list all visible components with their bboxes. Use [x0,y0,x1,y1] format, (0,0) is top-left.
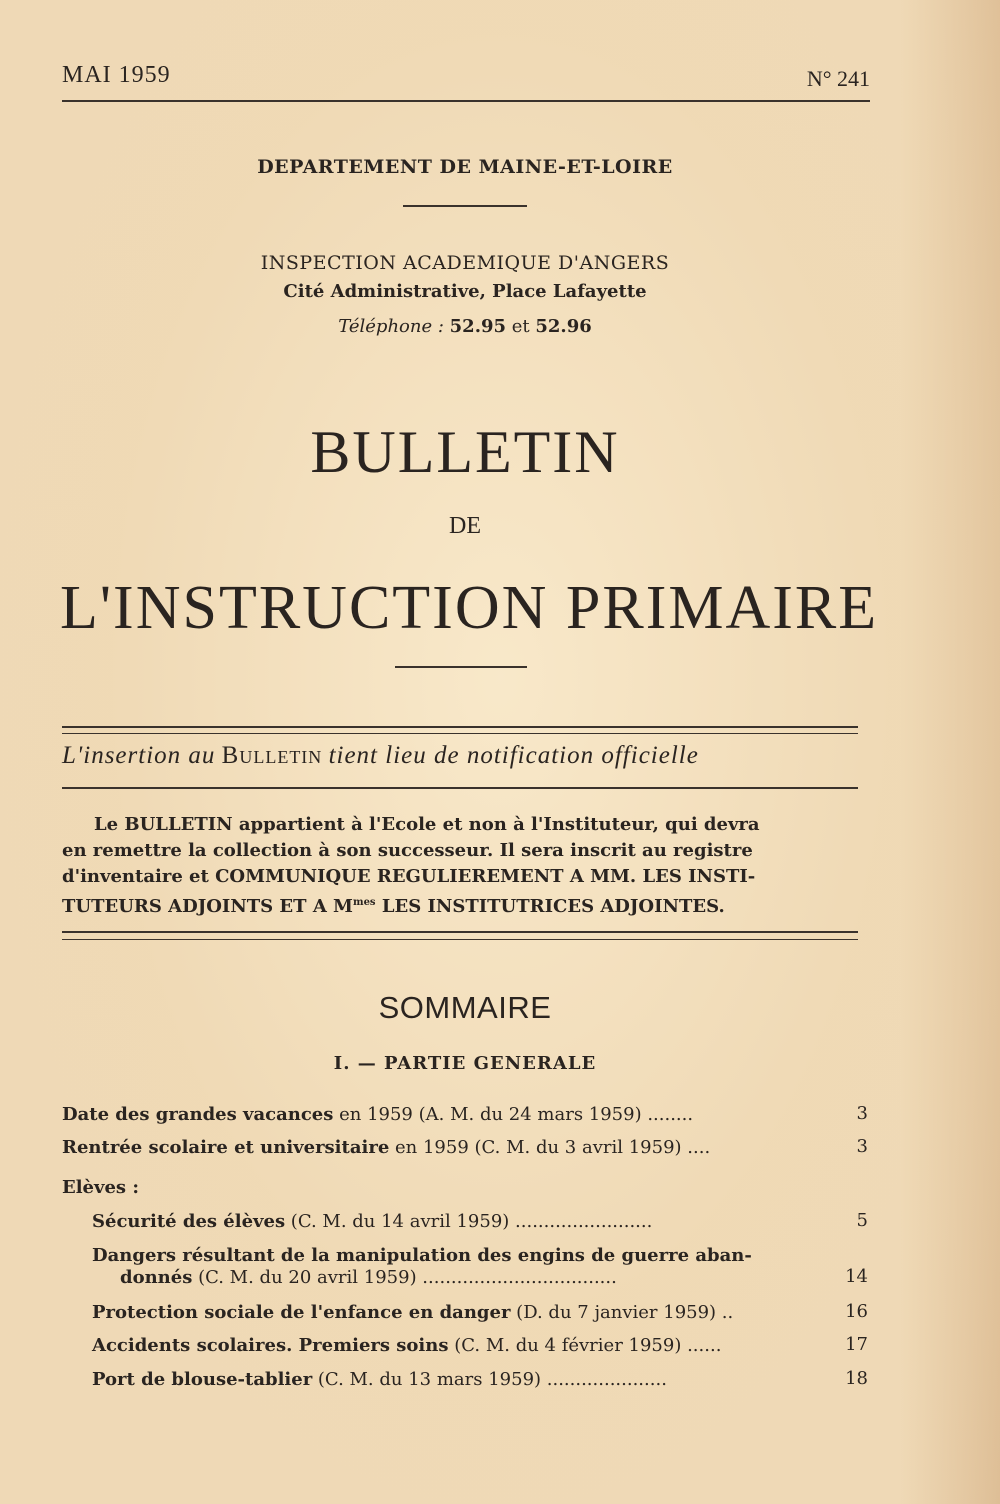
paragraph-line-4a: TUTEURS ADJOINTS ET A M [62,896,353,917]
toc-entry-title: Protection sociale de l'enfance en danger [92,1302,511,1323]
toc-entry-continuation [120,1266,617,1290]
notice-bottom-rule [62,787,858,789]
sommaire-title: SOMMAIRE [378,990,552,1025]
toc-page-number: 3 [856,1136,868,1157]
issue-date: MAI 1959 [62,62,171,88]
telephone-number-2: 52.96 [535,316,592,337]
toc-page-number: 17 [845,1334,868,1355]
address-line: Cité Administrative, Place Lafayette [283,281,647,302]
inspection-heading: INSPECTION ACADEMIQUE D'ANGERS [260,252,670,274]
toc-group-heading [62,1176,139,1200]
toc-entry-detail: (C. M. du 4 février 1959) ...... [448,1335,722,1356]
toc-page-number: 16 [845,1301,868,1322]
paragraph-line-1: Le BULLETIN appartient à l'Ecole et non à l'Instituteur, qui devra [94,814,760,835]
toc-entry-detail: (C. M. du 14 avril 1959) ........................ [285,1211,653,1232]
paragraph-line-2: en remettre la collection à son successeur. Il sera inscrit au registre [62,840,753,861]
toc-entry [92,1301,733,1325]
official-notice [62,742,867,770]
paragraph-line-4b: LES INSTITUTRICES ADJOINTES. [375,896,725,917]
toc-entry-title: donnés [120,1267,193,1288]
toc-entry-title: Date des grandes vacances [62,1104,334,1125]
toc-page-number: 18 [845,1368,868,1389]
department-rule [403,205,527,207]
paragraph-line-4-superscript: mes [352,897,376,908]
header-rule [62,100,870,102]
toc-page-number: 14 [845,1266,868,1287]
title-rule [395,666,527,668]
telephone-line [60,316,870,337]
notice-part-3: tient lieu de notification officielle [328,742,699,769]
notice-part-1: L'insertion au [62,742,216,769]
telephone-and: et [511,316,530,337]
toc-entry-detail: en 1959 (C. M. du 3 avril 1959) .... [389,1137,711,1158]
notice-part-2: Bulletin [221,742,323,769]
notice-top-rule-1 [62,726,858,728]
toc-page-number: 5 [856,1210,868,1231]
toc-entry-detail: en 1959 (A. M. du 24 mars 1959) ........ [333,1104,694,1125]
toc-entry-title: Port de blouse-tablier [92,1369,313,1390]
telephone-label: Téléphone : [338,316,444,337]
toc-entry-title: Accidents scolaires. Premiers soins [92,1335,449,1356]
toc-entry [92,1334,721,1358]
title-de: DE [449,513,481,539]
paragraph-bottom-rule-2 [62,939,858,940]
paragraph-bottom-rule-1 [62,931,858,933]
toc-entry-detail: (D. du 7 janvier 1959) .. [510,1302,734,1323]
ownership-paragraph [62,812,867,920]
paragraph-line-3: d'inventaire et COMMUNIQUE REGULIEREMENT A MM. LES INSTI- [62,866,756,887]
toc-entry-title: Elèves : [62,1177,139,1198]
department-heading: DEPARTEMENT DE MAINE-ET-LOIRE [257,156,673,178]
toc-page-number: 3 [856,1103,868,1124]
toc-entry [92,1368,667,1392]
toc-entry-title: Dangers résultant de la manipulation des engins de guerre aban- [92,1245,752,1266]
title-instruction-primaire: L'INSTRUCTION PRIMAIRE [60,574,879,642]
toc-entry [92,1244,752,1268]
toc-entry-title: Sécurité des élèves [92,1211,286,1232]
issue-number: N° 241 [806,66,870,91]
notice-top-rule-2 [62,733,858,734]
toc-entry-detail: (C. M. du 13 mars 1959) ..................... [312,1369,667,1390]
toc-entry-detail: (C. M. du 20 avril 1959) .................................. [192,1267,617,1288]
toc-entry [62,1136,710,1160]
title-bulletin: BULLETIN [310,419,620,485]
toc-entry [62,1103,693,1127]
toc-entry [92,1210,652,1234]
section-heading: I. — PARTIE GENERALE [333,1053,597,1074]
telephone-number-1: 52.95 [449,316,507,337]
paragraph-line-4 [62,890,867,920]
toc-entry-title: Rentrée scolaire et universitaire [62,1137,390,1158]
